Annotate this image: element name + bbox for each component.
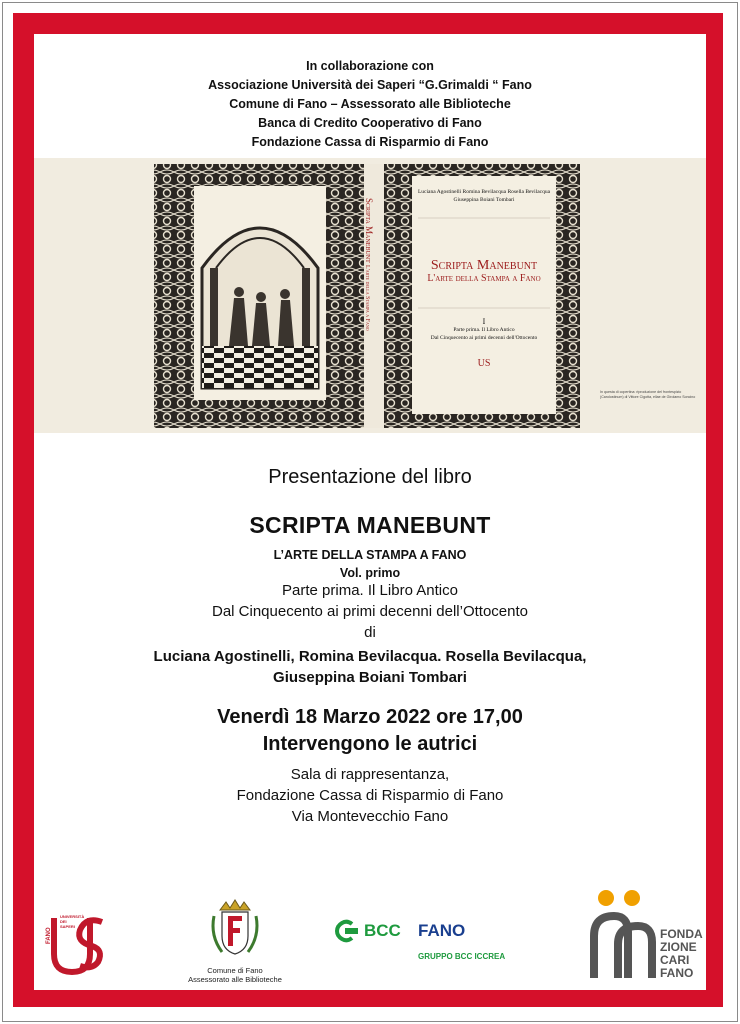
comune-line-1: Comune di Fano [207, 966, 263, 975]
authors-line-1: Luciana Agostinelli, Romina Bevilacqua. Rosella Bevilacqua, [153, 648, 587, 665]
cover-subtitle: L'arte della Stampa a Fano [427, 273, 541, 284]
cover-authors-2: Giuseppina Boiani Tombari [453, 197, 515, 203]
bcc-city: FANO [418, 921, 466, 940]
bcc-name: BCC [364, 921, 401, 940]
cover-mark: US [477, 358, 491, 369]
fondazione-mark [588, 886, 658, 982]
book-subtitle: L’ARTE DELLA STAMPA A FANO [273, 548, 467, 562]
universita-saperi-logo [46, 908, 108, 978]
universita-text-2: DEI [60, 919, 67, 924]
collab-intro: In collaborazione con [306, 59, 434, 73]
cover-part: Parte prima. Il Libro Antico [453, 327, 515, 333]
authors-block [0, 646, 740, 688]
universita-side-text: FANO [46, 927, 52, 944]
book-period: Dal Cinquecento ai primi decenni dell’Ottocento [211, 603, 528, 620]
spine-subtitle: L'arte della Stampa a Fano [364, 265, 370, 331]
book-part: Parte prima. Il Libro Antico [282, 582, 458, 599]
fondazione-line-4: FANO [660, 966, 694, 980]
fondazione-line-1: FONDA [660, 927, 703, 941]
universita-text-3: SAPERI [60, 924, 75, 929]
collab-comune: Comune di Fano – Assessorato alle Biblioteche [229, 97, 511, 111]
comune-line-2: Assessorato alle Biblioteche [188, 975, 282, 984]
book-subtitle-block [0, 546, 740, 582]
fondazione-line-2: ZIONE [660, 940, 697, 954]
fondazione-line-3: CARI [660, 953, 690, 967]
authors-line-2: Giuseppina Boiani Tombari [273, 669, 467, 686]
event-date: Venerdì 18 Marzo 2022 ore 17,00 [217, 706, 523, 728]
event-speakers: Intervengono le autrici [262, 733, 478, 755]
comune-fano-logo [170, 896, 300, 986]
spine-title: Scripta Manebunt [364, 198, 374, 263]
cover-spine [352, 198, 396, 398]
by-label: di [364, 624, 376, 641]
bcc-group: GRUPPO BCC ICCREA [418, 952, 506, 961]
presentation-heading: Presentazione del libro [268, 466, 472, 488]
book-volume: Vol. primo [339, 566, 401, 580]
event-time-block [0, 704, 740, 758]
venue-line-3: Via Montevecchio Fano [291, 808, 449, 825]
cover-caption: In questa di copertina: riproduzione del frontespizio (Carolostinum) di Vittore Cigotta, ellae de Girolamo Soncino [600, 390, 696, 399]
book-cover-image [34, 158, 706, 433]
collab-bank: Banca di Credito Cooperativo di Fano [258, 116, 482, 130]
universita-text-1: UNIVERSITÀ [60, 914, 85, 919]
cover-authors-1: Luciana Agostinelli Romina Bevilacqua Rosella Bevilacqua [417, 189, 551, 195]
fano-coat-of-arms [170, 896, 300, 958]
venue-block [0, 764, 740, 827]
collab-association: Associazione Università dei Saperi “G.Grimaldi “ Fano [208, 78, 532, 92]
collaboration-block [0, 57, 740, 152]
book-description [0, 580, 740, 643]
cover-period: Dal Cinquecento ai primi decenni dell'Ottocento [430, 335, 538, 341]
bcc-fano-logo [332, 914, 532, 970]
collab-foundation: Fondazione Cassa di Risparmio di Fano [251, 135, 489, 149]
cover-volume: I [482, 317, 486, 326]
fondazione-carifano-logo [588, 886, 706, 986]
cover-title: Scripta Manebunt [430, 258, 538, 273]
bcc-symbol-icon [334, 918, 360, 944]
book-title: SCRIPTA MANEBUNT [249, 512, 491, 538]
venue-line-2: Fondazione Cassa di Risparmio di Fano [236, 787, 504, 804]
venue-line-1: Sala di rappresentanza, [290, 766, 450, 783]
